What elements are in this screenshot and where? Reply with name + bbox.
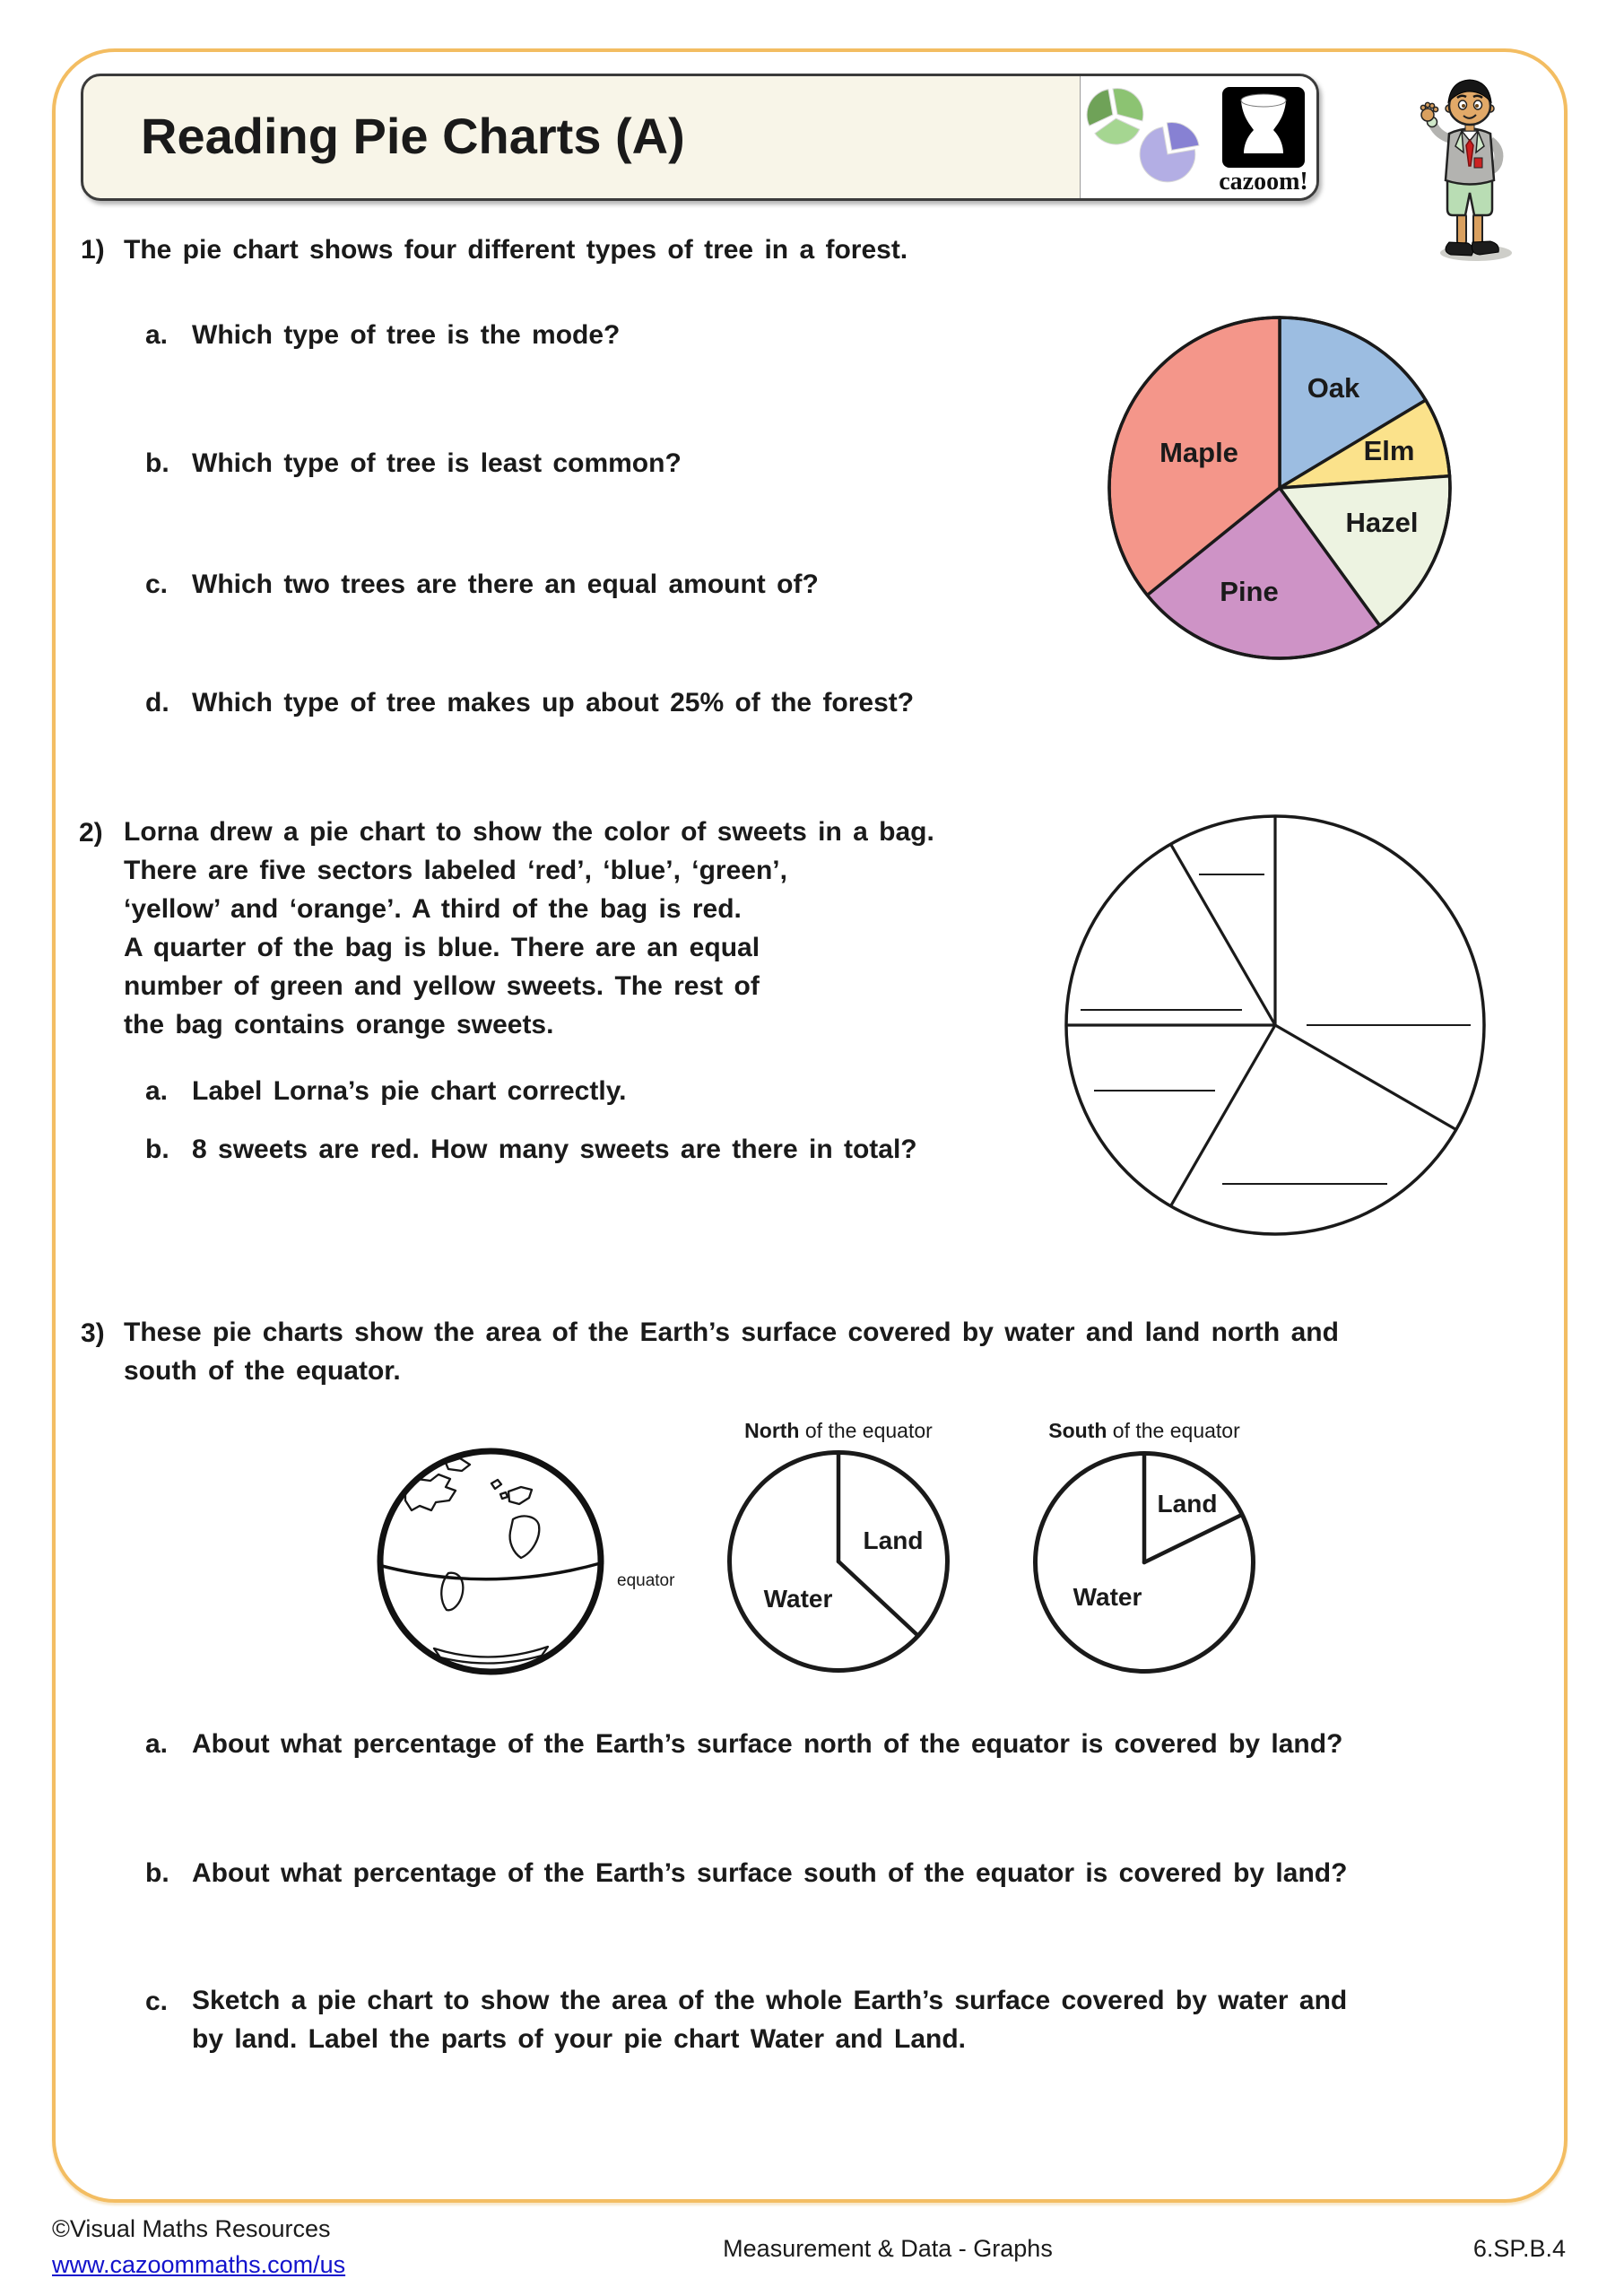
- footer-copyright: ©Visual Maths Resources: [52, 2215, 331, 2242]
- q3c-letter: c.: [145, 1987, 169, 2016]
- north-land-label: Land: [863, 1526, 924, 1554]
- north-pie-chart: [722, 1445, 955, 1678]
- tree-pie-label-elm: Elm: [1363, 435, 1415, 466]
- q2-line-6: the bag contains orange sweets.: [124, 1010, 554, 1039]
- q2b-letter: b.: [145, 1135, 169, 1164]
- purple-pie-icon: [1134, 119, 1201, 186]
- q2-line-2: There are five sectors labeled ‘red’, ‘blue’, ‘green’,: [124, 856, 787, 885]
- q3c-line-2: by land. Label the parts of your pie chart Water and Land.: [192, 2024, 967, 2054]
- south-title-bold: South: [1048, 1419, 1107, 1442]
- footer-url-link[interactable]: www.cazoommaths.com/us: [52, 2251, 346, 2278]
- sweets-pie-chart: [1061, 811, 1489, 1239]
- q2a-letter: a.: [145, 1076, 169, 1106]
- south-water-label: Water: [1073, 1583, 1142, 1611]
- north-title-rest: of the equator: [799, 1419, 933, 1442]
- q1-text: The pie chart shows four different types of tree in a forest.: [124, 235, 908, 265]
- south-pie-chart: [1028, 1446, 1261, 1679]
- cazoom-logo-text: cazoom!: [1219, 168, 1308, 196]
- q2-number: 2): [79, 818, 103, 848]
- q3c-line-1: Sketch a pie chart to show the area of the whole Earth’s surface covered by water and: [192, 1986, 1348, 2015]
- tree-pie-label-oak: Oak: [1307, 372, 1360, 404]
- equator-label: equator: [617, 1571, 675, 1590]
- q2-line-4: A quarter of the bag is blue. There are an equal: [124, 933, 760, 962]
- header-box: [81, 74, 1319, 201]
- q3b-letter: b.: [145, 1858, 169, 1888]
- q1b-letter: b.: [145, 448, 169, 478]
- cazoom-logo-box: [1222, 87, 1305, 168]
- q1b-text: Which type of tree is least common?: [192, 448, 682, 478]
- q2-text: [124, 813, 934, 1044]
- south-title-rest: of the equator: [1107, 1419, 1240, 1442]
- q1d-text: Which type of tree makes up about 25% of the forest?: [192, 688, 915, 718]
- q3c-text: [192, 1981, 1347, 2058]
- south-land-label: Land: [1157, 1490, 1218, 1518]
- q1-number: 1): [81, 235, 105, 265]
- mascot-character: [1415, 75, 1523, 265]
- q2a-text: Label Lorna’s pie chart correctly.: [192, 1076, 627, 1106]
- q2-line-5: number of green and yellow sweets. The rest of: [124, 971, 760, 1001]
- logo-panel: [1080, 76, 1316, 198]
- q3b-text: About what percentage of the Earth’s surface south of the equator is covered by land?: [192, 1858, 1348, 1888]
- globe-illustration: [369, 1440, 612, 1683]
- drum-icon: [1222, 87, 1305, 168]
- q1a-text: Which type of tree is the mode?: [192, 320, 621, 350]
- q2b-text: 8 sweets are red. How many sweets are there in total?: [192, 1135, 917, 1164]
- q1c-letter: c.: [145, 570, 169, 599]
- tree-pie-chart: [1100, 309, 1459, 667]
- q1d-letter: d.: [145, 688, 169, 718]
- q3-number: 3): [81, 1318, 105, 1348]
- tree-pie-label-hazel: Hazel: [1345, 507, 1419, 538]
- south-pie-title: [1010, 1419, 1279, 1443]
- q3a-text: About what percentage of the Earth’s surface north of the equator is covered by land?: [192, 1729, 1343, 1759]
- footer-category: Measurement & Data - Graphs: [723, 2235, 1053, 2262]
- q2-line-3: ‘yellow’ and ‘orange’. A third of the bag is red.: [124, 894, 742, 924]
- q3-line-2: south of the equator.: [124, 1356, 401, 1386]
- north-water-label: Water: [763, 1585, 833, 1613]
- q1c-text: Which two trees are there an equal amount of?: [192, 570, 819, 599]
- tree-pie-label-maple: Maple: [1159, 437, 1238, 468]
- q3a-letter: a.: [145, 1729, 169, 1759]
- north-title-bold: North: [744, 1419, 800, 1442]
- footer-standard-code: 6.SP.B.4: [1472, 2235, 1566, 2262]
- q2-line-1: Lorna drew a pie chart to show the color of sweets in a bag.: [124, 817, 934, 847]
- q3-text: [124, 1313, 1339, 1390]
- q3-line-1: These pie charts show the area of the Earth’s surface covered by water and land north and: [124, 1318, 1339, 1347]
- north-pie-title: [704, 1419, 973, 1443]
- tree-pie-label-pine: Pine: [1220, 576, 1279, 607]
- q1a-letter: a.: [145, 320, 169, 350]
- page-title: Reading Pie Charts (A): [141, 108, 685, 164]
